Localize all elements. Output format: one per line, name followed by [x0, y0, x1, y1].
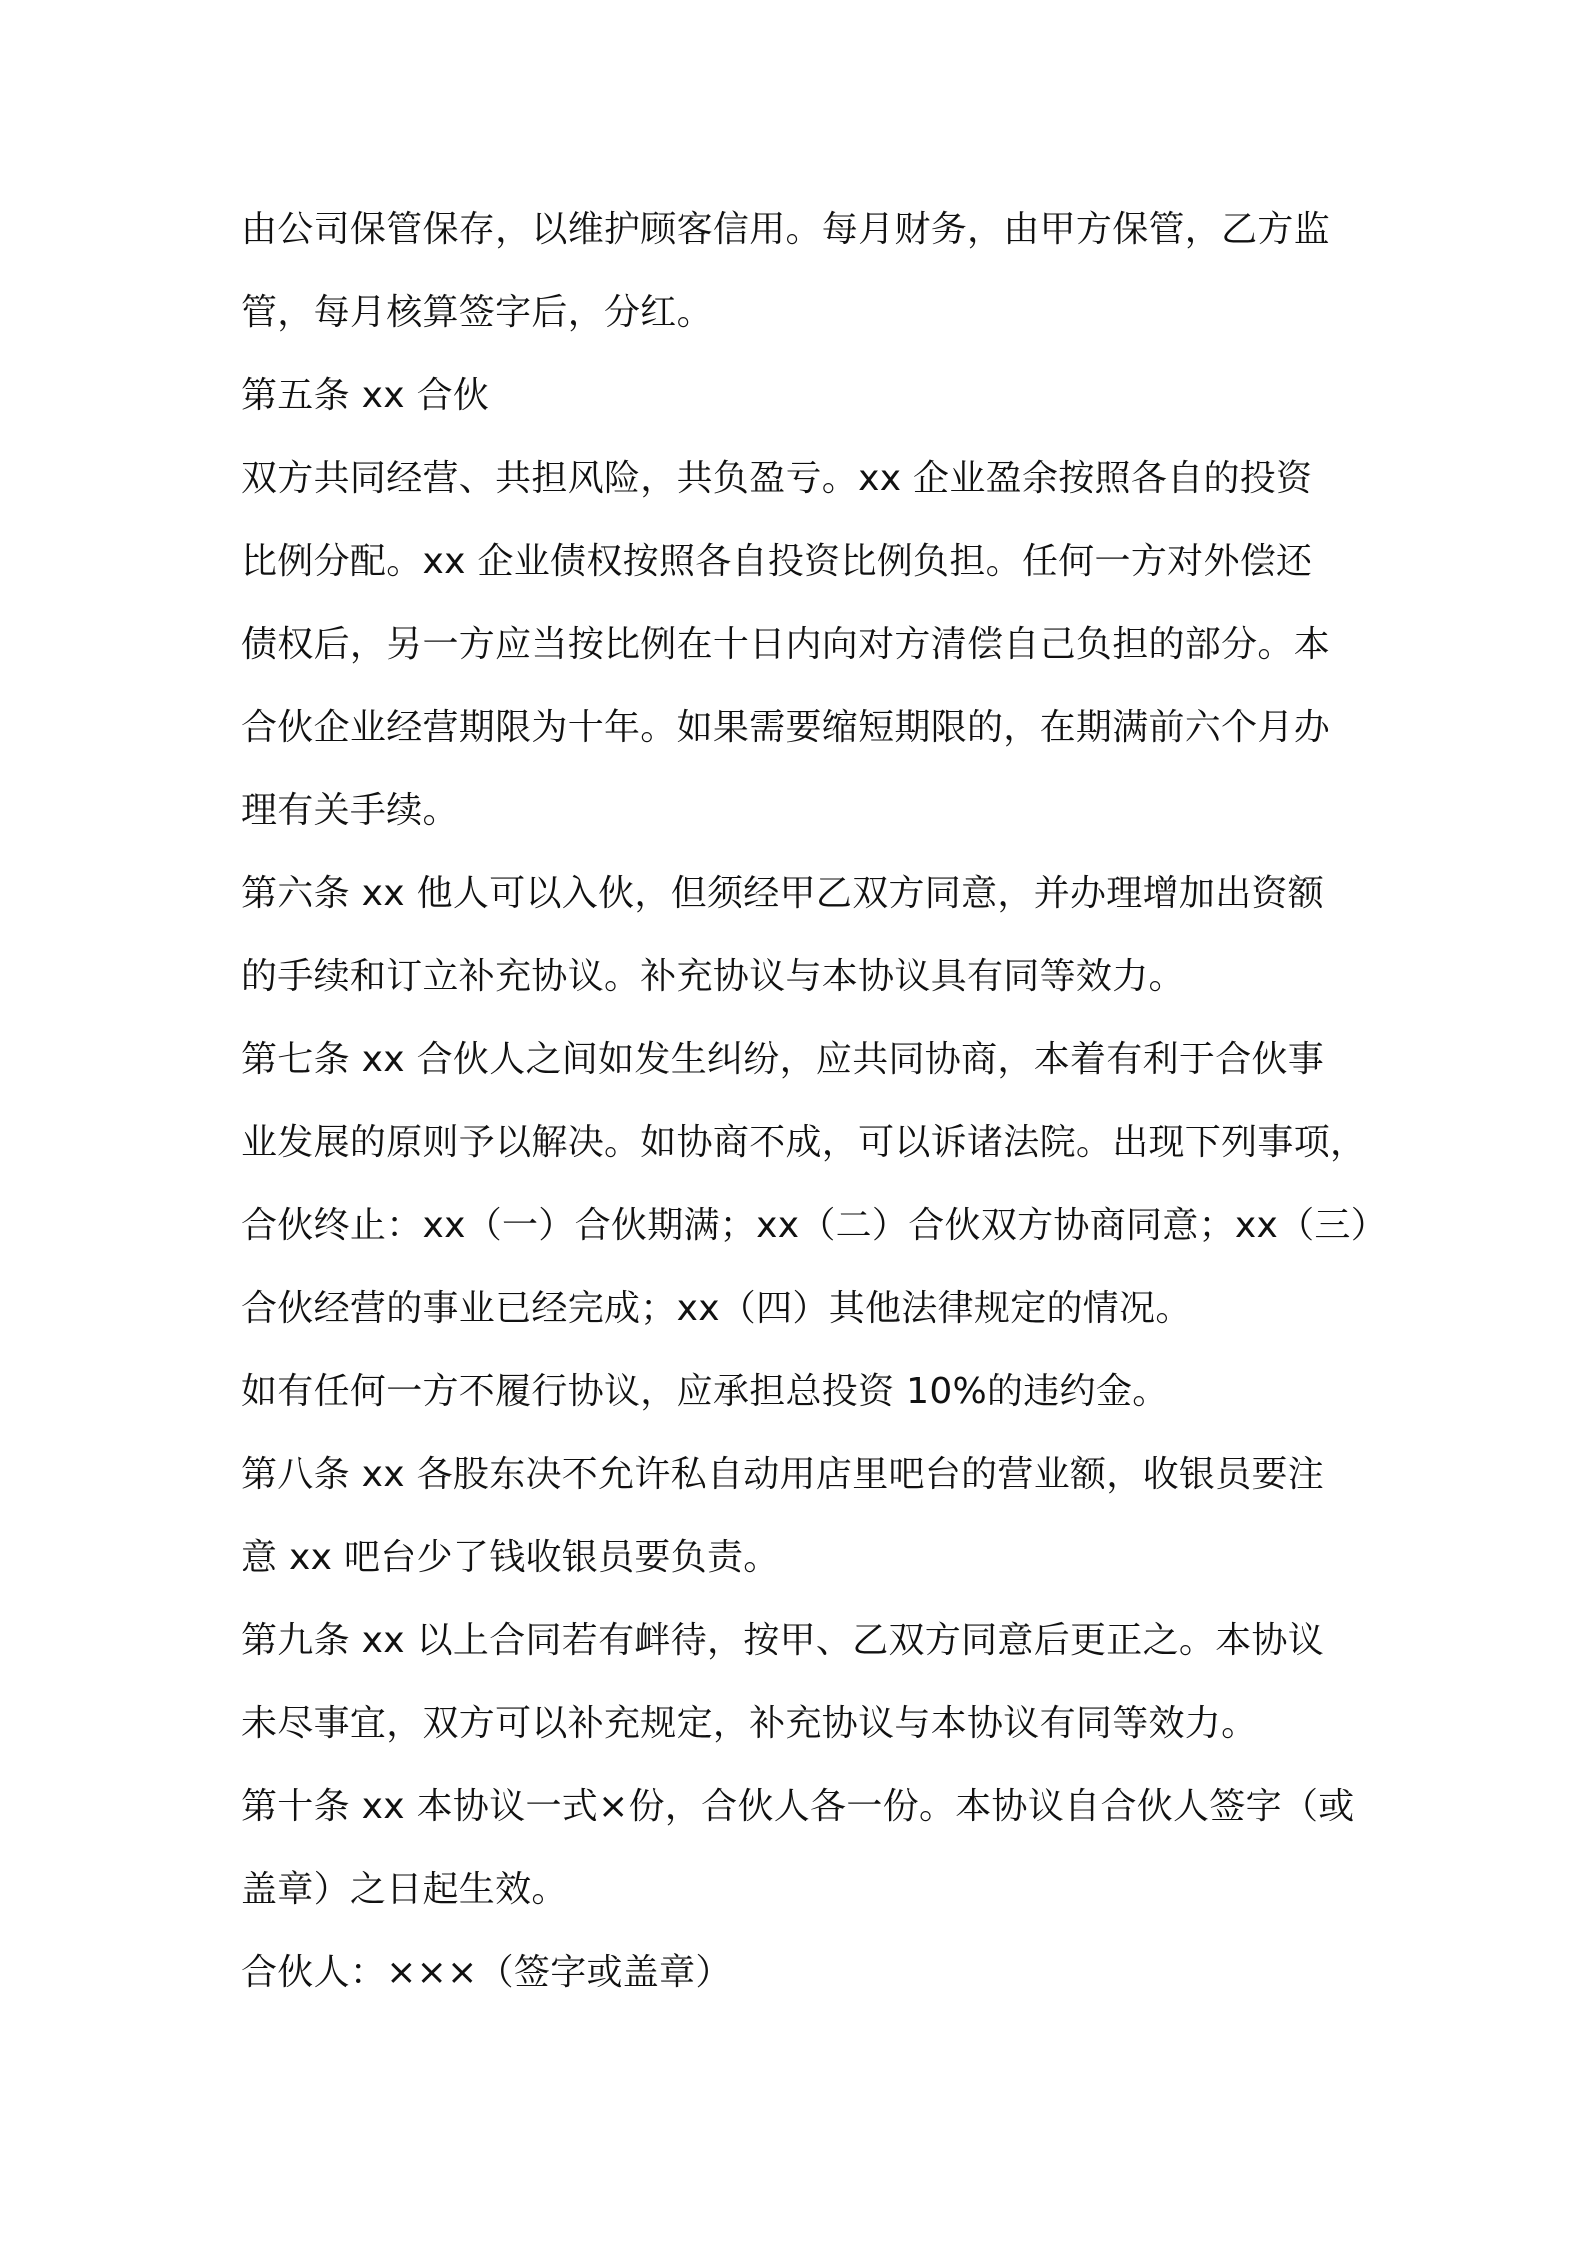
text-line: 合伙终止：xx（一）合伙期满；xx（二）合伙双方协商同意；xx（三）	[241, 1205, 1388, 1246]
text-line: 意 xx 吧台少了钱收银员要负责。	[241, 1537, 780, 1578]
signature-line: 合伙人：×××（签字或盖章）	[241, 1952, 732, 1993]
text-line: 理有关手续。	[241, 790, 459, 831]
article-6-text: 第六条 xx 他人可以入伙，但须经甲乙双方同意，并办理增加出资额	[241, 873, 1325, 914]
text-line: 合伙经营的事业已经完成；xx（四）其他法律规定的情况。	[241, 1288, 1192, 1329]
article-10-text: 第十条 xx 本协议一式×份，合伙人各一份。本协议自合伙人签字（或	[241, 1786, 1355, 1827]
article-7-text: 第七条 xx 合伙人之间如发生纠纷，应共同协商，本着有利于合伙事	[241, 1039, 1325, 1080]
text-line: 由公司保管保存，以维护顾客信用。每月财务，由甲方保管，乙方监	[241, 209, 1331, 250]
text-line: 管，每月核算签字后，分红。	[241, 292, 713, 333]
text-line: 比例分配。xx 企业债权按照各自投资比例负担。任何一方对外偿还	[241, 541, 1313, 582]
text-line: 合伙企业经营期限为十年。如果需要缩短期限的，在期满前六个月办	[241, 707, 1331, 748]
penalty-clause: 如有任何一方不履行协议，应承担总投资 10%的违约金。	[241, 1371, 1169, 1412]
article-5-heading: 第五条 xx 合伙	[241, 375, 490, 416]
text-line: 盖章）之日起生效。	[241, 1869, 568, 1910]
text-line: 债权后，另一方应当按比例在十日内向对方清偿自己负担的部分。本	[241, 624, 1331, 665]
article-9-text: 第九条 xx 以上合同若有衅待，按甲、乙双方同意后更正之。本协议	[241, 1620, 1325, 1661]
text-line: 的手续和订立补充协议。补充协议与本协议具有同等效力。	[241, 956, 1185, 997]
text-line: 未尽事宜，双方可以补充规定，补充协议与本协议有同等效力。	[241, 1703, 1258, 1744]
text-line: 双方共同经营、共担风险，共负盈亏。xx 企业盈余按照各自的投资	[241, 458, 1313, 499]
article-8-text: 第八条 xx 各股东决不允许私自动用店里吧台的营业额，收银员要注	[241, 1454, 1325, 1495]
document-body	[241, 200, 1388, 2026]
text-line: 业发展的原则予以解决。如协商不成，可以诉诸法院。出现下列事项，	[241, 1122, 1367, 1163]
